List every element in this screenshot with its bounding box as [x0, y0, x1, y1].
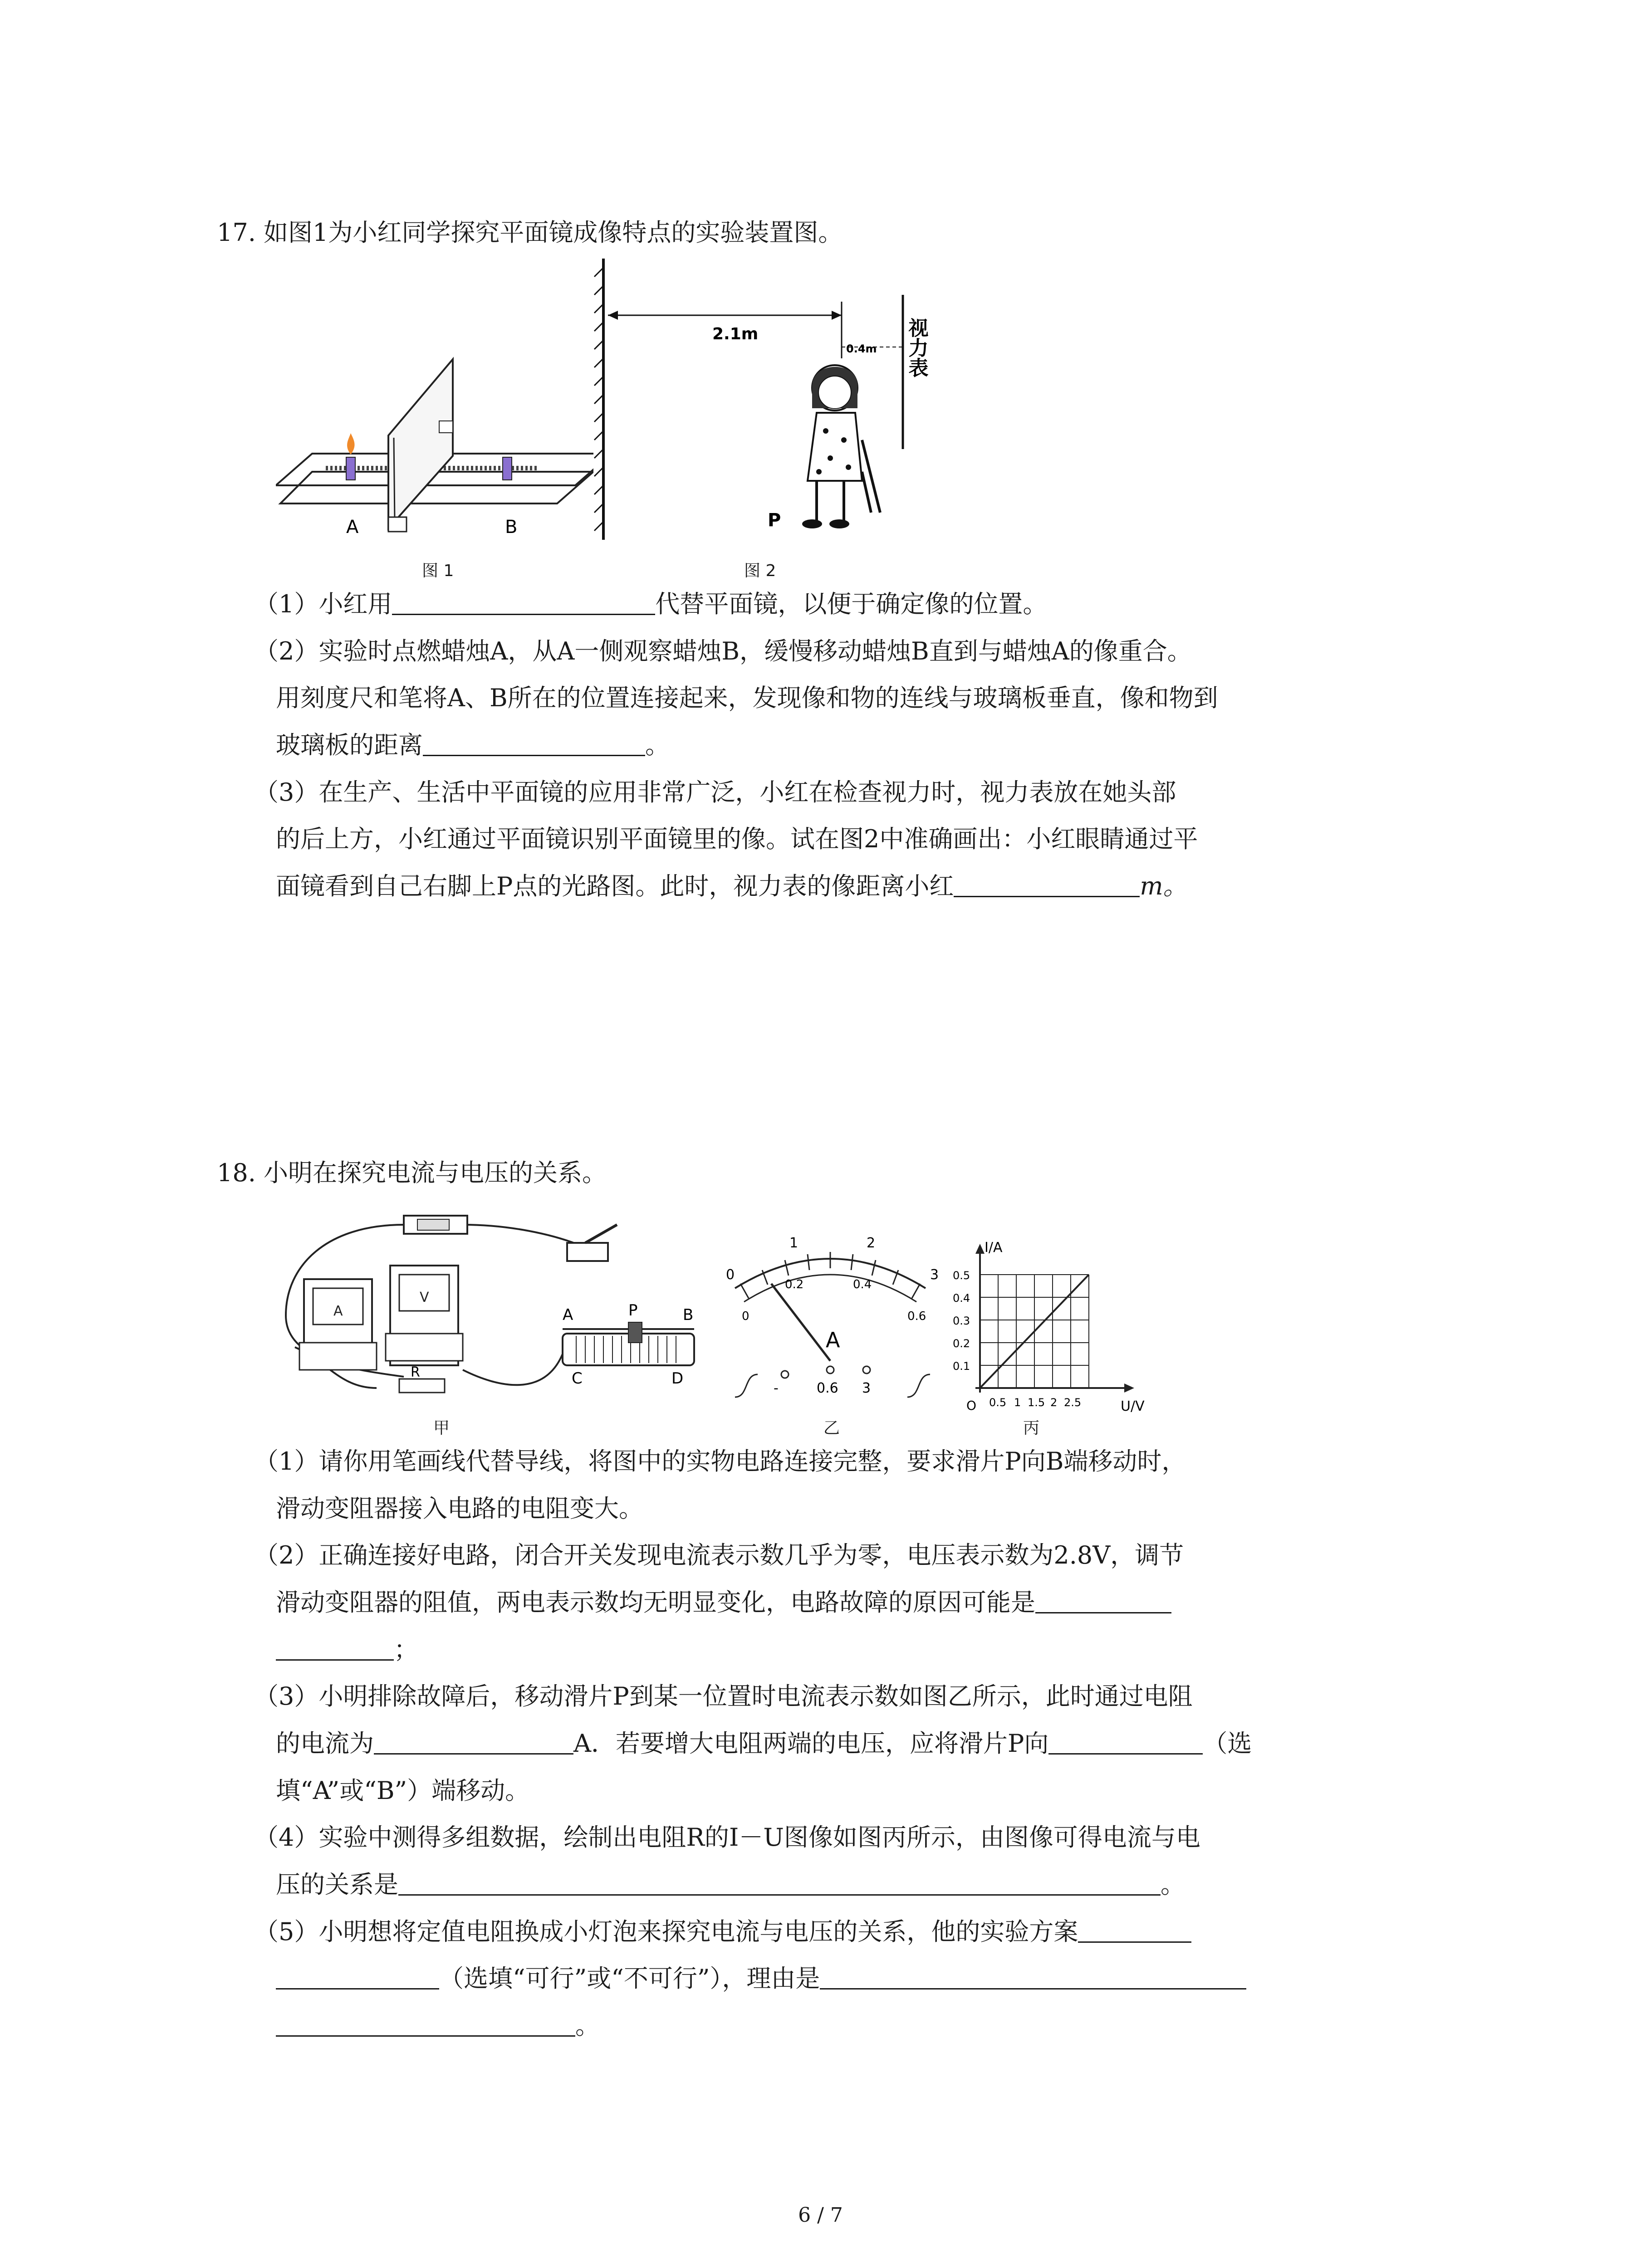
q18-part1-line1: （1）请你用笔画线代替导线，将图中的实物电路连接完整，要求滑片P向B端移动时，: [254, 1447, 1186, 1476]
q17-blank-1[interactable]: [392, 591, 655, 615]
q18-stem: 18. 小明在探究电流与电压的关系。: [217, 1158, 607, 1187]
figure-jia: [272, 1198, 726, 1415]
bing-y-tick-04: 0.4: [953, 1292, 970, 1305]
q18-part3-text-a: 的电流为: [276, 1729, 374, 1758]
q18-blank-1a[interactable]: [1035, 1589, 1171, 1613]
bing-x-tick-1: 1: [1014, 1396, 1021, 1409]
bing-x-tick-2: 2: [1050, 1396, 1058, 1409]
bing-x-label: U/V: [1121, 1398, 1145, 1414]
q18-part4-text-b: 。: [1161, 1870, 1185, 1899]
bing-x-tick-25: 2.5: [1064, 1396, 1082, 1409]
q18-part4-line2: [276, 1869, 1185, 1901]
bing-caption: 丙: [1023, 1419, 1040, 1437]
jia-label-p: P: [628, 1301, 638, 1320]
figure-bing: [948, 1238, 1152, 1420]
q18-part4-line1: （4）实验中测得多组数据，绘制出电阻R的I－U图像如图丙所示，由图像可得电流与电: [254, 1823, 1200, 1852]
q18-blank-6b[interactable]: [276, 2013, 575, 2037]
q18-part5-line1: [254, 1916, 1191, 1948]
q18-part1-line2: 滑动变阻器接入电路的电阻变大。: [276, 1494, 643, 1523]
bing-x-tick-15: 1.5: [1028, 1396, 1045, 1409]
yi-top-tick-3: 3: [930, 1267, 939, 1283]
q18-part5-text-a: （5）小明想将定值电阻换成小灯泡来探究电流与电压的关系，他的实验方案: [254, 1917, 1078, 1946]
jia-label-b: B: [683, 1306, 694, 1324]
jia-label-c: C: [572, 1369, 583, 1388]
bing-x-tick-05: 0.5: [989, 1396, 1007, 1409]
jia-label-r: R: [411, 1364, 420, 1380]
q17-part2-text-a: 玻璃板的距离: [276, 731, 423, 759]
bing-y-tick-03: 0.3: [953, 1315, 970, 1327]
q17-part1-text-b: 代替平面镜，以便于确定像的位置。: [655, 590, 1048, 618]
q18-part5-text-c: 。: [575, 2011, 600, 2040]
yi-terminal-3: 3: [862, 1380, 871, 1396]
yi-top-tick-1: 1: [789, 1235, 798, 1251]
figure-1: [276, 349, 593, 553]
yi-terminal-neg: -: [774, 1380, 779, 1396]
bing-y-label: I/A: [985, 1240, 1003, 1256]
yi-bottom-tick-3: 0.6: [907, 1310, 926, 1323]
q18-part3-text-b: A．若要增大电阻两端的电压，应将滑片P向: [573, 1729, 1049, 1758]
fig2-point-p: P: [768, 510, 781, 531]
q17-blank-2[interactable]: [423, 732, 645, 756]
fig2-dist2: 0.4m: [846, 342, 877, 355]
q17-part3-text-a: 面镜看到自己右脚上P点的光路图。此时，视力表的像距离小红: [276, 872, 954, 900]
q17-part2-line3: [276, 729, 670, 761]
q18-blank-3[interactable]: [1048, 1730, 1203, 1755]
yi-caption: 乙: [823, 1419, 840, 1437]
q18-part2-text-b: ；: [394, 1635, 418, 1664]
q17-part1-text-a: （1）小红用: [254, 590, 392, 618]
figure-2: [590, 259, 998, 549]
fig2-dist1: 2.1m: [712, 325, 759, 343]
q17-part2-line2: 用刻度尺和笔将A、B所在的位置连接起来，发现像和物的连线与玻璃板垂直，像和物到: [276, 684, 1218, 712]
fig1-caption: 图 1: [422, 562, 454, 580]
q18-part5-text-b: （选填“可行”或“不可行”），理由是: [439, 1964, 820, 1993]
bing-y-tick-01: 0.1: [953, 1360, 970, 1373]
yi-bottom-tick-0: 0: [742, 1310, 749, 1323]
jia-caption: 甲: [433, 1419, 450, 1437]
q18-part3-line3: 填“A”或“B”）端移动。: [276, 1776, 530, 1805]
q17-part2-line1: （2）实验时点燃蜡烛A，从A一侧观察蜡烛B，缓慢移动蜡烛B直到与蜡烛A的像重合。: [254, 637, 1192, 665]
q18-part2-line3: [276, 1634, 418, 1666]
figure-yi: [717, 1234, 953, 1415]
q18-part5-line2: [276, 1963, 1246, 1994]
yi-top-tick-2: 2: [867, 1235, 876, 1251]
q18-part2-line1: （2）正确连接好电路，闭合开关发现电流表示数几乎为零，电压表示数为2.8V，调节: [254, 1541, 1184, 1569]
q18-blank-5b[interactable]: [276, 1965, 439, 1989]
q17-stem: 17. 如图1为小红同学探究平面镜成像特点的实验装置图。: [217, 218, 843, 247]
svg-text:V: V: [420, 1290, 429, 1305]
jia-label-a: A: [563, 1306, 573, 1324]
q18-blank-2[interactable]: [374, 1730, 573, 1755]
q18-part2-text-a: 滑动变阻器的阻值，两电表示数均无明显变化，电路故障的原因可能是: [276, 1588, 1035, 1617]
q18-part2-line2: [276, 1587, 1171, 1618]
q18-blank-6a[interactable]: [820, 1965, 1246, 1989]
q17-part3-line1: （3）在生产、生活中平面镜的应用非常广泛，小红在检查视力时，视力表放在她头部: [254, 778, 1176, 807]
q18-blank-5a[interactable]: [1078, 1919, 1191, 1943]
q18-part3-text-c: （选: [1203, 1729, 1252, 1758]
q17-part3-text-b: m。: [1140, 872, 1188, 900]
yi-terminal-06: 0.6: [817, 1380, 838, 1396]
q17-part2-text-b: 。: [645, 731, 670, 759]
q18-blank-4[interactable]: [398, 1872, 1161, 1896]
yi-bottom-tick-2: 0.4: [853, 1278, 872, 1291]
fig2-caption: 图 2: [744, 562, 776, 580]
q18-part5-line3: [276, 2010, 600, 2042]
bing-y-tick-02: 0.2: [953, 1337, 970, 1350]
yi-unit: A: [826, 1328, 840, 1352]
q18-part4-text-a: 压的关系是: [276, 1870, 398, 1899]
q17-part1: [254, 588, 1047, 620]
q17-part3-line2: 的后上方，小红通过平面镜识别平面镜里的像。试在图2中准确画出：小红眼睛通过平: [276, 825, 1198, 853]
bing-origin: O: [966, 1398, 977, 1413]
jia-label-d: D: [671, 1369, 684, 1388]
page-number: 6 / 7: [798, 2204, 843, 2227]
q18-blank-1b[interactable]: [276, 1637, 394, 1661]
fig1-label-a: A: [346, 517, 359, 538]
fig2-chart-label: 视力表: [905, 318, 928, 377]
fig1-label-b: B: [505, 517, 518, 538]
svg-text:A: A: [333, 1303, 343, 1319]
bing-y-tick-05: 0.5: [953, 1269, 970, 1282]
yi-top-tick-0: 0: [726, 1267, 735, 1283]
yi-bottom-tick-1: 0.2: [785, 1278, 804, 1291]
q18-part3-line1: （3）小明排除故障后，移动滑片P到某一位置时电流表示数如图乙所示，此时通过电阻: [254, 1682, 1193, 1711]
q17-blank-3[interactable]: [954, 873, 1140, 897]
q17-part3-line3: [276, 870, 1188, 902]
q18-part3-line2: [276, 1728, 1252, 1760]
